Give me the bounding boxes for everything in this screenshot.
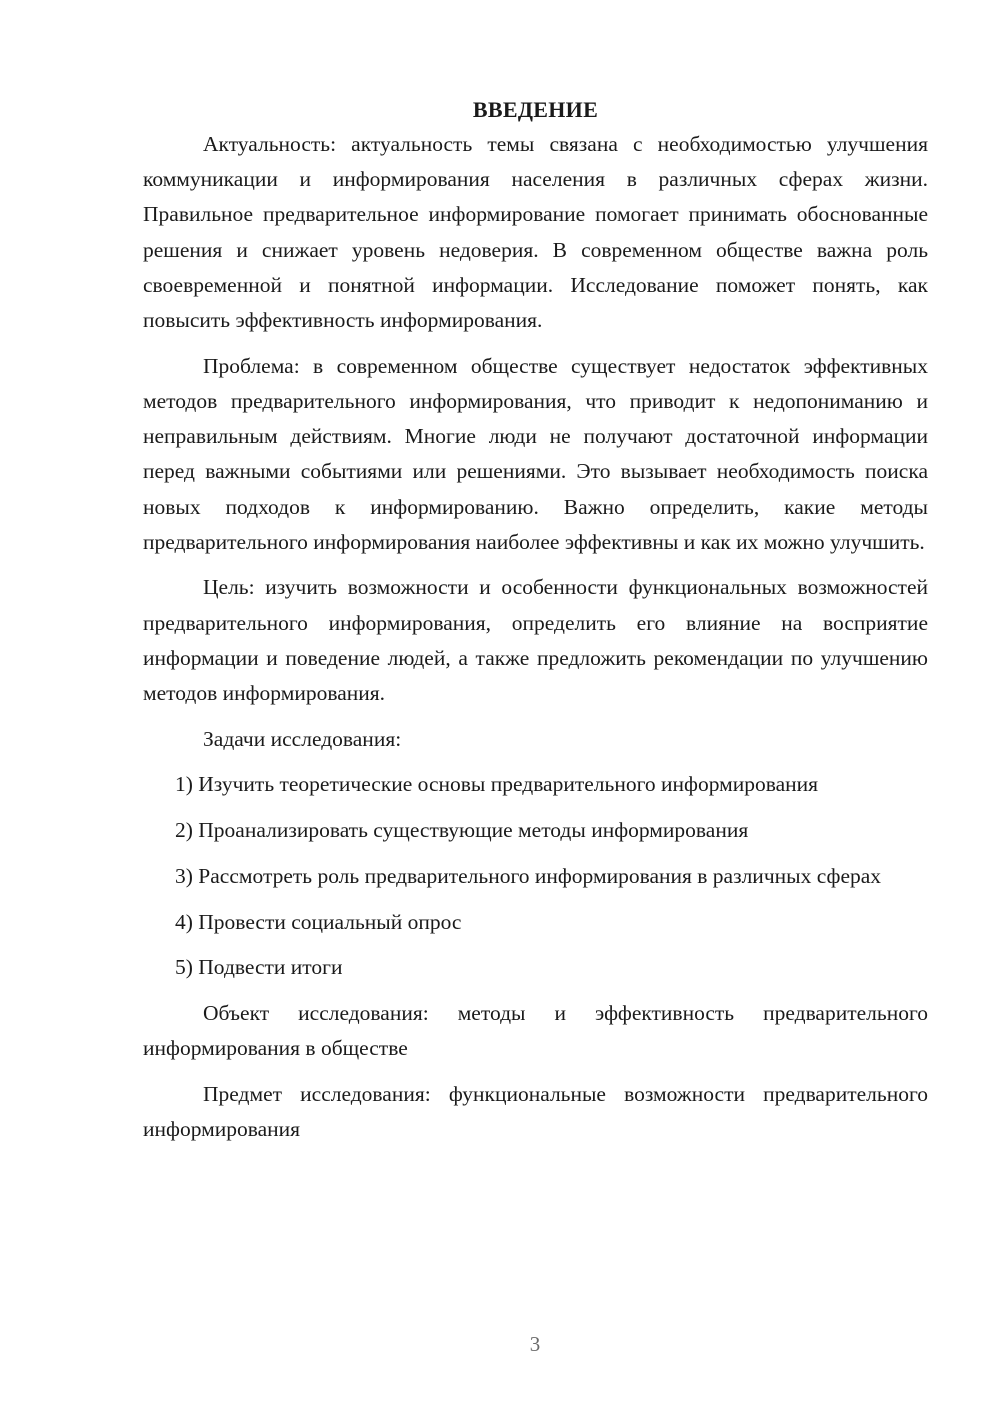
task-item-3: 3) Рассмотреть роль предварительного информирования в различных сферах — [175, 863, 882, 888]
task-item-1: 1) Изучить теоретические основы предварительного информирования — [175, 772, 819, 797]
paragraph-object: Объект исследования: методы и эффективность предварительного информирования в обществе — [143, 1000, 928, 1061]
page-number: 3 — [529, 1332, 541, 1356]
tasks-title: Задачи исследования: — [203, 726, 402, 751]
task-item-4: 4) Провести социальный опрос — [175, 909, 462, 934]
paragraph-problem: Проблема: в современном обществе существует недостаток эффективных методов предварительного информирования, что приводит к недопониманию и неправильным действиям. Многие люди не получают достаточной информации перед важными событиями или решениями. Это вызывает необходимость поиска новых подходов к информированию. Важно определить, какие методы предварительного информирования наиболее эффективны и как их можно улучшить. — [143, 353, 928, 554]
paragraph-subject: Предмет исследования: функциональные возможности предварительного информирования — [143, 1081, 928, 1142]
section-heading: ВВЕДЕНИЕ — [472, 97, 599, 122]
paragraph-relevance: Актуальность: актуальность темы связана с необходимостью улучшения коммуникации и информирования населения в различных сферах жизни. Правильное предварительное информирование помогает принимать обоснованные решения и снижает уровень недоверия. В современном обществе важна роль своевременной и понятной информации. Исследование поможет понять, как повысить эффективность информирования. — [143, 132, 928, 333]
task-item-2: 2) Проанализировать существующие методы информирования — [175, 818, 749, 843]
task-item-5: 5) Подвести итоги — [175, 955, 343, 980]
paragraph-goal: Цель: изучить возможности и особенности функциональных возможностей предварительного информирования, определить его влияние на восприятие информации и поведение людей, а также предложить рекомендации по улучшению методов информирования. — [143, 575, 928, 706]
document-page — [143, 92, 928, 1158]
